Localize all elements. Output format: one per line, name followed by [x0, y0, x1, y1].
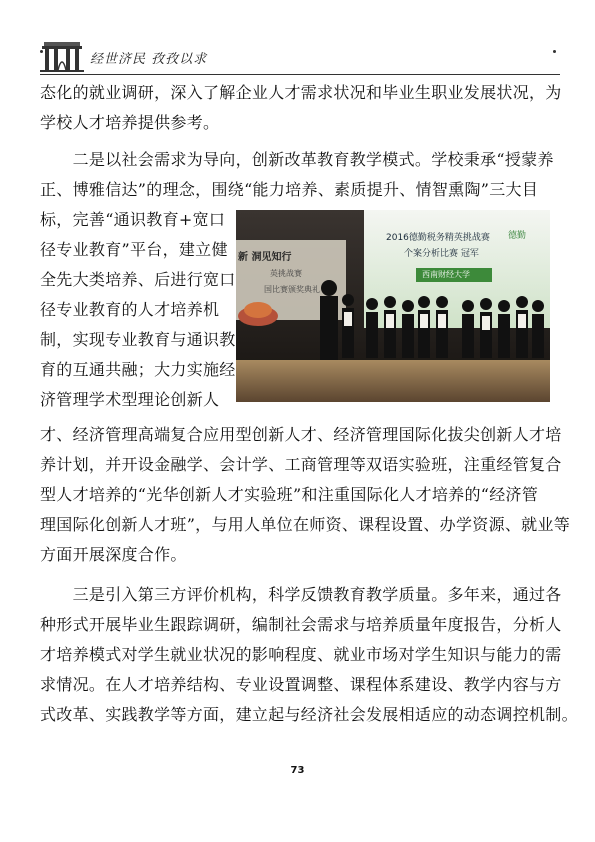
- body-line: 方面开展深度合作。: [40, 545, 187, 564]
- body-line-wrapped: 制，实现专业教育与通识教: [40, 330, 236, 349]
- body-line-wrapped: 全先大类培养、后进行宽口: [40, 270, 236, 289]
- header-motto: 经世济民 孜孜以求: [90, 52, 208, 67]
- screen-title-1: 2016德勤税务精英挑战赛: [386, 233, 490, 243]
- university-gate-logo: [40, 36, 84, 72]
- body-line-wrapped: 育的互通共融；大力实施经: [40, 360, 236, 379]
- screen-brand: 德勤: [508, 231, 527, 241]
- body-line: 才、经济管理高端复合应用型创新人才、经济管理国际化拔尖创新人才培: [40, 425, 562, 444]
- header-divider: [40, 74, 560, 75]
- award-ceremony-photo: [236, 210, 550, 402]
- body-line: 种形式开展毕业生跟踪调研，编制社会需求与培养质量年度报告，分析人: [40, 615, 562, 634]
- body-line: 态化的就业调研，深入了解企业人才需求状况和毕业生职业发展状况，为: [40, 83, 562, 102]
- page-number: 73: [290, 765, 305, 776]
- banner-text-1: 新 洞见知行: [238, 252, 292, 263]
- body-line: 三是引入第三方评价机构，科学反馈教育教学质量。多年来，通过各: [40, 585, 562, 604]
- banner-text-2: 英挑战赛: [270, 269, 302, 278]
- body-line: 理国际化创新人才班”，与用人单位在师资、课程设置、办学资源、就业等: [40, 515, 571, 534]
- body-line: 型人才培养的“光华创新人才实验班”和注重国际化人才培养的“经济管: [40, 485, 539, 504]
- banner-text-3: 国比赛颁奖典礼: [264, 285, 320, 294]
- screen-winner: 西南财经大学: [422, 270, 470, 279]
- corner-mark: [553, 50, 556, 53]
- screen-title-2: 个案分析比赛 冠军: [404, 249, 479, 259]
- body-line: 求情况。在人才培养结构、专业设置调整、课程体系建设、教学内容与方: [40, 675, 562, 694]
- page-header: [40, 30, 560, 76]
- body-line-wrapped: 径专业教育”平台，建立健: [40, 240, 228, 259]
- body-line: 式改革、实践教学等方面，建立起与经济社会发展相适应的动态调控机制。: [40, 705, 578, 724]
- body-line: 才培养模式对学生就业状况的影响程度、就业市场对学生知识与能力的需: [40, 645, 562, 664]
- body-line: 二是以社会需求为导向，创新改革教育教学模式。学校秉承“授蒙养: [40, 150, 554, 169]
- body-line: 学校人才培养提供参考。: [40, 113, 220, 132]
- body-line: 正、博雅信达”的理念，围绕“能力培养、素质提升、情智熏陶”三大目: [40, 180, 539, 199]
- corner-mark: [40, 50, 43, 53]
- body-line-wrapped: 径专业教育的人才培养机: [40, 300, 220, 319]
- body-line: 养计划，并开设金融学、会计学、工商管理等双语实验班，注重经管复合: [40, 455, 562, 474]
- body-line-wrapped: 标，完善“通识教育+宽口: [40, 210, 226, 229]
- body-line-wrapped: 济管理学术型理论创新人: [40, 390, 220, 409]
